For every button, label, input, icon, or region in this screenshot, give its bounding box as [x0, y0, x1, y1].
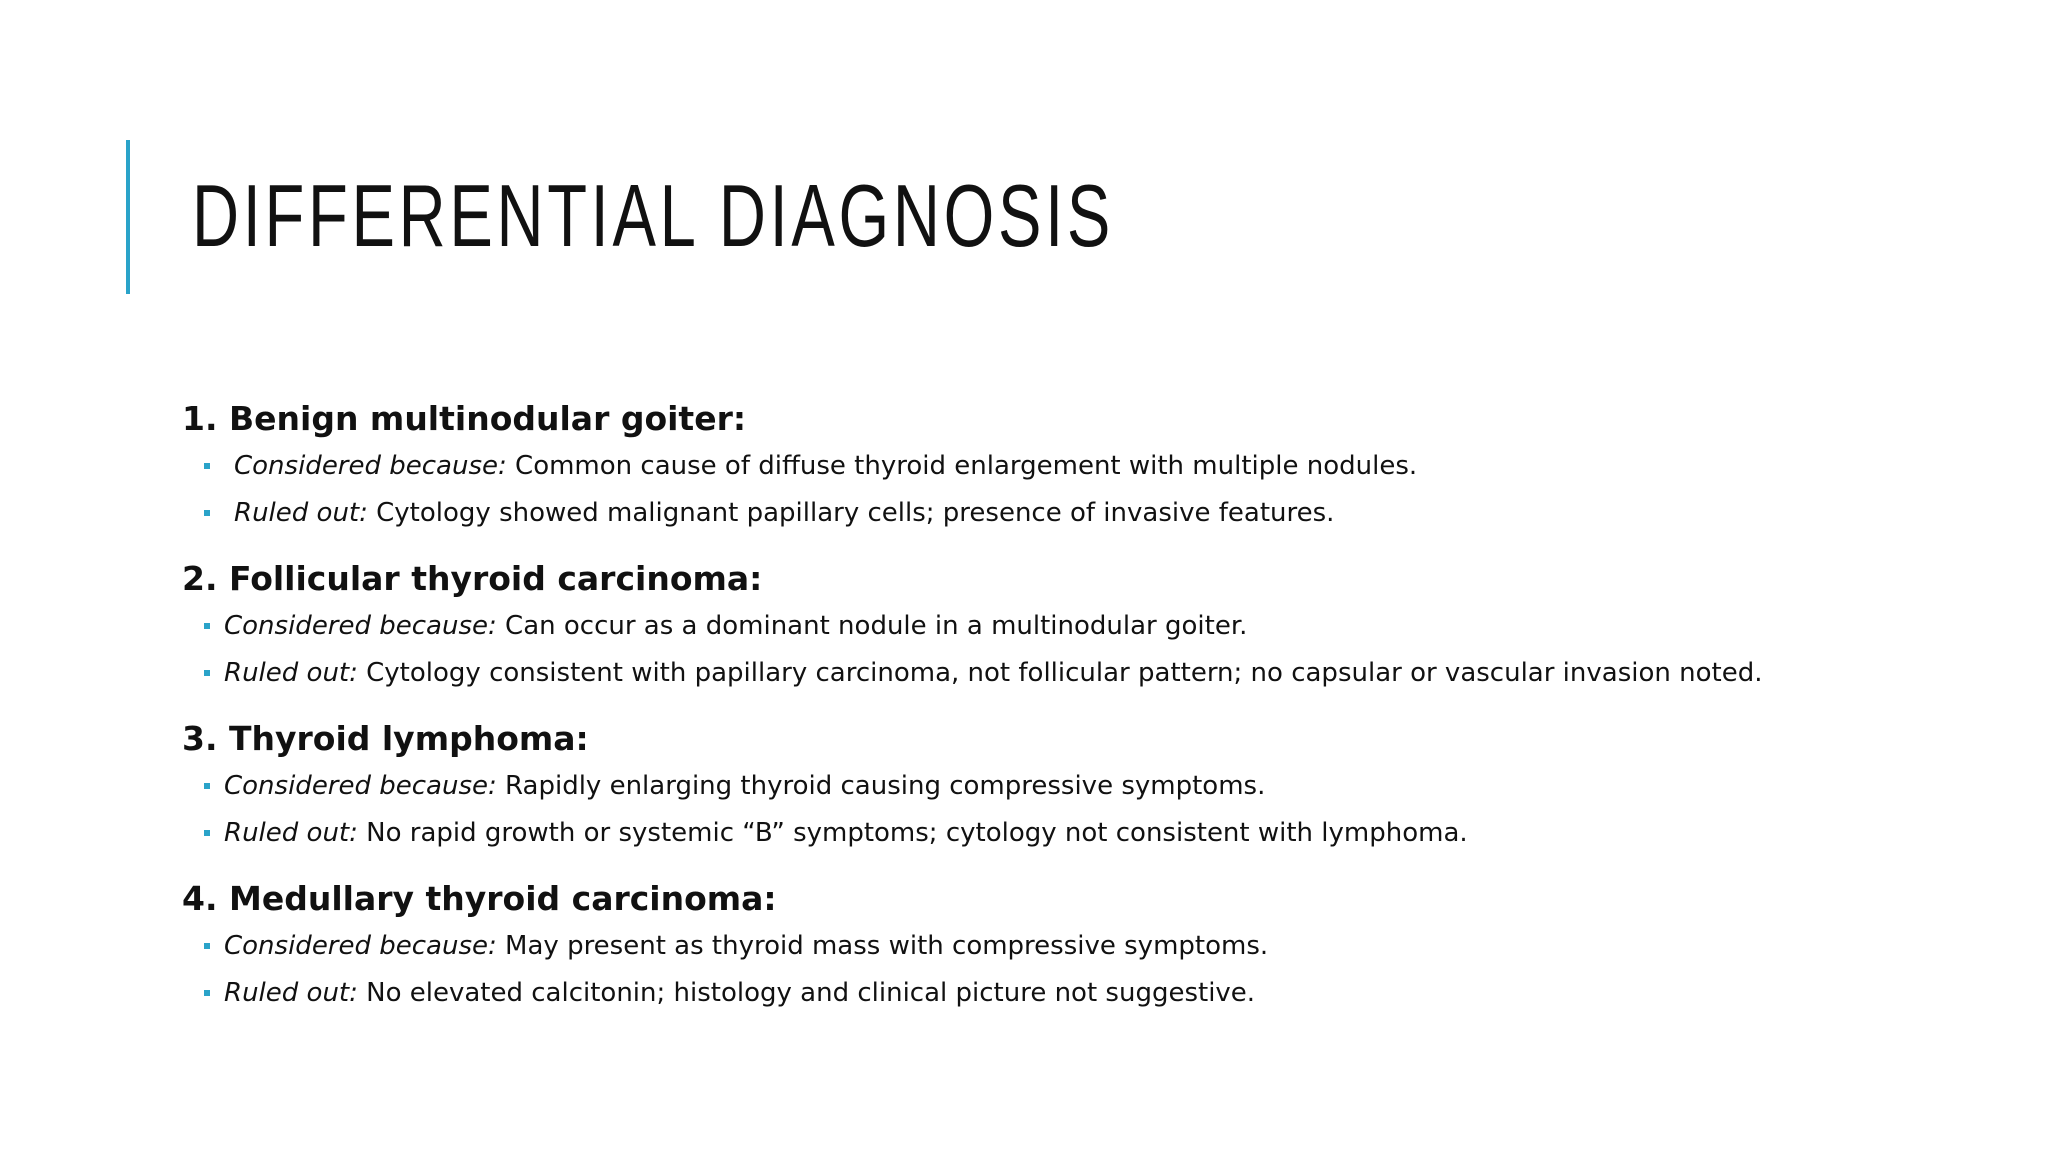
bullet-text: [224, 978, 1255, 1008]
list-item: [182, 810, 1962, 857]
bullet-text: [224, 611, 1247, 641]
slide-content: [182, 395, 1962, 1035]
bullet-list: [182, 763, 1962, 857]
list-item: [182, 603, 1962, 650]
list-item: [182, 650, 1962, 697]
bullet-body: Rapidly enlarging thyroid causing compressive symptoms.: [496, 771, 1266, 801]
list-item: [182, 763, 1962, 810]
list-item: [182, 970, 1962, 1017]
bullet-list: [182, 603, 1962, 697]
bullet-body: No elevated calcitonin; histology and clinical picture not suggestive.: [357, 978, 1256, 1008]
bullet-lead: Ruled out:: [234, 498, 368, 528]
bullet-text: [224, 818, 1468, 848]
slide-title: DIFFERENTIAL DIAGNOSIS: [192, 166, 1115, 265]
square-bullet-icon: [204, 783, 210, 789]
square-bullet-icon: [204, 510, 210, 516]
diagnosis-section-3: [182, 715, 1962, 857]
list-item: [182, 490, 1962, 537]
square-bullet-icon: [204, 943, 210, 949]
section-heading: 2. Follicular thyroid carcinoma:: [182, 559, 763, 598]
bullet-lead: Considered because:: [224, 611, 497, 641]
bullet-body: Common cause of diffuse thyroid enlargement with multiple nodules.: [506, 451, 1418, 481]
bullet-body: Cytology showed malignant papillary cells; presence of invasive features.: [367, 498, 1335, 528]
section-heading: 4. Medullary thyroid carcinoma:: [182, 879, 777, 918]
bullet-list: [182, 923, 1962, 1017]
bullet-text: [234, 451, 1417, 481]
diagnosis-section-4: [182, 875, 1962, 1017]
square-bullet-icon: [204, 830, 210, 836]
bullet-lead: Ruled out:: [224, 818, 358, 848]
square-bullet-icon: [204, 623, 210, 629]
square-bullet-icon: [204, 990, 210, 996]
bullet-text: [234, 498, 1334, 528]
bullet-lead: Ruled out:: [224, 978, 358, 1008]
bullet-body: Can occur as a dominant nodule in a multinodular goiter.: [496, 611, 1248, 641]
bullet-lead: Considered because:: [234, 451, 507, 481]
bullet-lead: Ruled out:: [224, 658, 358, 688]
bullet-body: Cytology consistent with papillary carcinoma, not follicular pattern; no capsular or vascular invasion noted.: [357, 658, 1763, 688]
square-bullet-icon: [204, 463, 210, 469]
diagnosis-section-2: [182, 555, 1962, 697]
bullet-text: [224, 658, 1762, 688]
section-heading: 1. Benign multinodular goiter:: [182, 399, 747, 438]
bullet-lead: Considered because:: [224, 771, 497, 801]
bullet-text: [224, 771, 1265, 801]
bullet-body: No rapid growth or systemic “B” symptoms; cytology not consistent with lymphoma.: [357, 818, 1468, 848]
list-item: [182, 443, 1962, 490]
title-accent-bar: [126, 140, 130, 294]
diagnosis-section-1: [182, 395, 1962, 537]
bullet-list: [182, 443, 1962, 537]
bullet-text: [224, 931, 1268, 961]
list-item: [182, 923, 1962, 970]
section-heading: 3. Thyroid lymphoma:: [182, 719, 589, 758]
bullet-body: May present as thyroid mass with compressive symptoms.: [496, 931, 1269, 961]
square-bullet-icon: [204, 670, 210, 676]
bullet-lead: Considered because:: [224, 931, 497, 961]
